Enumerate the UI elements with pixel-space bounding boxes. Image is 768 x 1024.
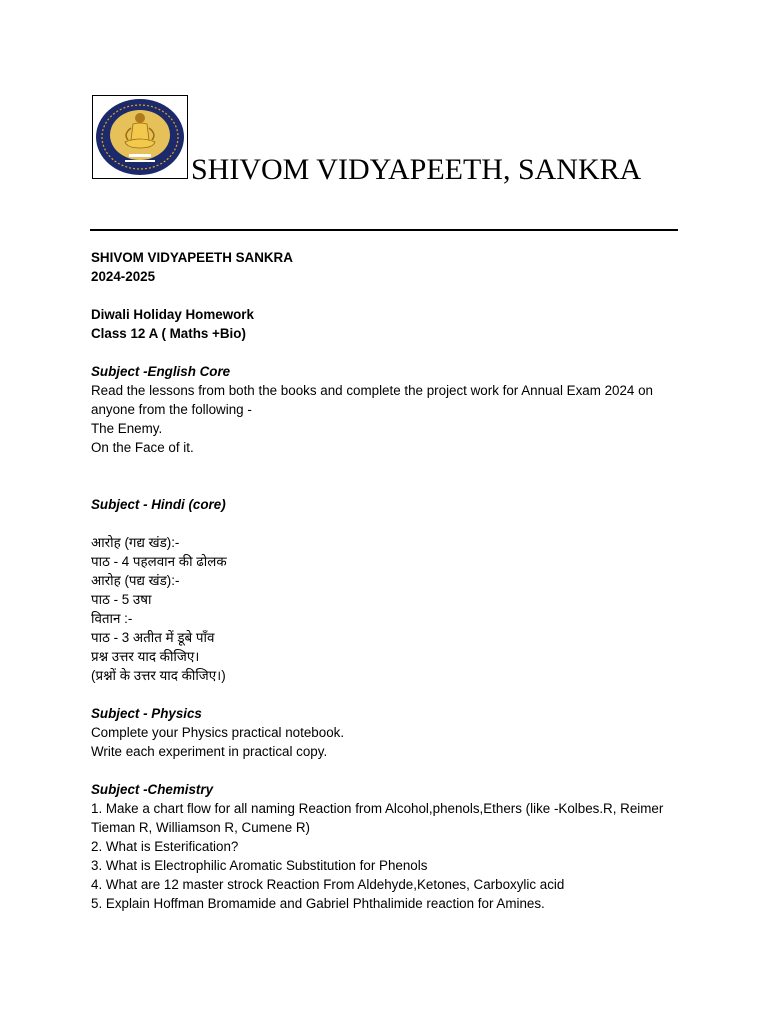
hindi-line: प्रश्न उत्तर याद कीजिए। <box>91 649 200 664</box>
homework-document <box>91 248 691 913</box>
hindi-heading: Subject - Hindi (core) <box>91 497 226 512</box>
class-name: Class 12 A ( Maths +Bio) <box>91 326 246 341</box>
chemistry-heading: Subject -Chemistry <box>91 782 214 797</box>
hindi-line: आरोह (पद्य खंड):- <box>91 573 180 588</box>
page-title: SHIVOM VIDYAPEETH, SANKRA <box>191 153 642 186</box>
physics-line: Write each experiment in practical copy. <box>91 744 328 759</box>
hindi-line: पाठ - 5 उषा <box>91 592 152 607</box>
chemistry-question: 3. What is Electrophilic Aromatic Substitution for Phenols <box>91 858 428 873</box>
divider <box>90 229 678 231</box>
chemistry-question: 4. What are 12 master strock Reaction From Aldehyde,Ketones, Carboxylic acid <box>91 877 565 892</box>
english-line: On the Face of it. <box>91 440 194 455</box>
hindi-line: आरोह (गद्य खंड):- <box>91 535 180 550</box>
homework-title: Diwali Holiday Homework <box>91 307 254 322</box>
chemistry-question: 1. Make a chart flow for all naming Reaction from Alcohol,phenols,Ethers (like -Kolbes.R, Reimer Tieman R, Williamson R, Cumene R) <box>91 801 664 835</box>
hindi-line: (प्रश्नों के उत्तर याद कीजिए।) <box>91 668 226 683</box>
school-emblem-icon <box>95 98 185 176</box>
chemistry-question: 2. What is Esterification? <box>91 839 239 854</box>
hindi-line: पाठ - 4 पहलवान की ढोलक <box>91 554 227 569</box>
session-year: 2024-2025 <box>91 269 156 284</box>
physics-heading: Subject - Physics <box>91 706 202 721</box>
hindi-line: पाठ - 3 अतीत में डूबे पाँव <box>91 630 215 645</box>
english-line: The Enemy. <box>91 421 163 436</box>
english-line: Read the lessons from both the books and complete the project work for Annual Exam 2024 on anyone from the following - <box>91 383 653 417</box>
english-heading: Subject -English Core <box>91 364 231 379</box>
chemistry-question: 5. Explain Hoffman Bromamide and Gabriel Phthalimide reaction for Amines. <box>91 896 545 911</box>
school-name: SHIVOM VIDYAPEETH SANKRA <box>91 250 293 265</box>
hindi-line: वितान :- <box>91 611 133 626</box>
physics-line: Complete your Physics practical notebook. <box>91 725 345 740</box>
school-logo <box>92 95 188 179</box>
